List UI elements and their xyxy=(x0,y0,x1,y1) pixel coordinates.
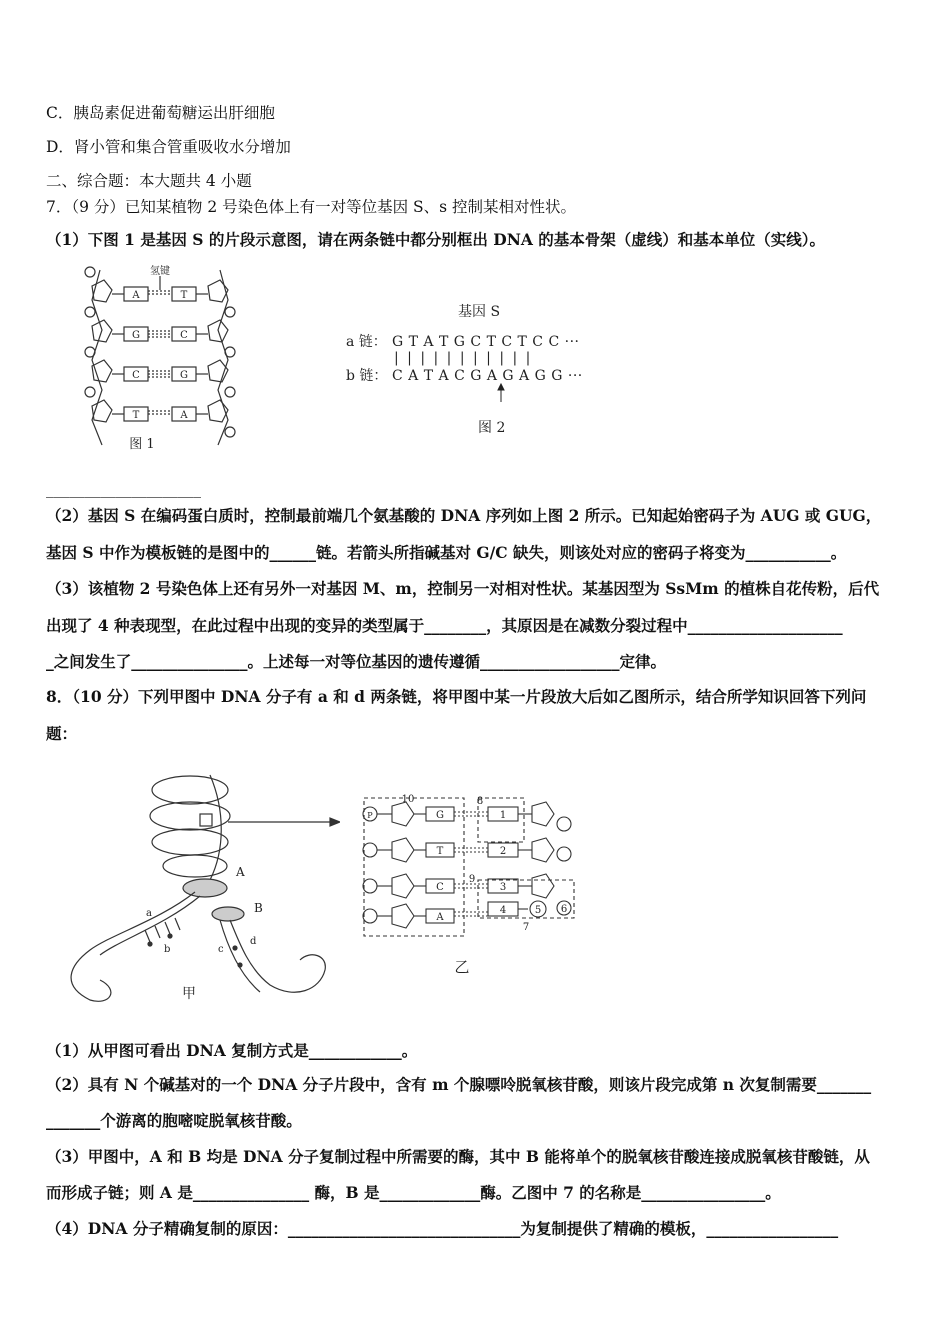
gene-s-title: 基因 S xyxy=(458,304,501,320)
base-a2: G xyxy=(132,330,140,341)
figure-jia xyxy=(50,770,340,1020)
chain-b-label: b xyxy=(164,944,171,955)
answer-line: ____________________ xyxy=(46,480,201,498)
a-chain-label: a 链： xyxy=(346,334,387,350)
question-8b: 题： xyxy=(46,724,78,743)
a-chain-sequence: G T A T G C T C T C C ··· xyxy=(392,334,580,350)
yi-base-2: T xyxy=(436,846,444,857)
left-sugars xyxy=(92,280,228,422)
question-7-part-2a: （2）基因 S 在编码蛋白质时，控制最前端几个氨基酸的 DNA 序列如上图 2 所示。已知起始密码子为 AUG 或 GUG， xyxy=(46,506,882,525)
figure-2 xyxy=(340,298,590,438)
base-b4: A xyxy=(180,410,188,421)
question-8a: 8．（10 分）下列甲图中 DNA 分子有 a 和 d 两条链，将甲图中某一片段放大后如乙图所示，结合所学知识回答下列问 xyxy=(46,687,867,706)
yi-num-4: 4 xyxy=(499,905,507,916)
question-7-part-3c: _之间发生了_______________。上述每一对等位基因的遗传遵循__________________定律。 xyxy=(46,652,667,671)
question-7-part-3a: （3）该植物 2 号染色体上还有另外一对基因 M、m，控制另一对相对性状。某基因型为 SsMm 的植株自花传粉，后代 xyxy=(46,579,880,598)
chain-a-label: a xyxy=(146,908,152,919)
base-b1: T xyxy=(180,290,188,301)
base-a1: A xyxy=(132,290,140,301)
section-heading: 二、综合题：本大题共 4 小题 xyxy=(46,172,252,190)
yi-num-3: 3 xyxy=(499,882,507,893)
yi-num-2: 2 xyxy=(499,846,507,857)
yi-num-1: 1 xyxy=(499,810,507,821)
hydrogen-bond-label: 氢键 xyxy=(150,266,170,277)
question-7-part-2b: 基因 S 中作为模板链的是图中的______链。若箭头所指碱基对 G/C 缺失，则该处对应的密码子将变为___________。 xyxy=(46,543,847,562)
enzyme-b-label: B xyxy=(254,901,263,915)
phosphate-label: P xyxy=(367,811,373,820)
b-chain-label: b 链： xyxy=(346,368,388,384)
yi-label-7: 7 xyxy=(522,922,530,933)
question-8-part-1: （1）从甲图可看出 DNA 复制方式是____________。 xyxy=(46,1041,418,1060)
figure-1-caption: 图 1 xyxy=(129,437,155,452)
option-c: C．胰岛素促进葡萄糖运出肝细胞 xyxy=(46,104,275,122)
enzyme-a-label: A xyxy=(236,865,245,879)
base-a3: C xyxy=(132,370,140,381)
b-chain-sequence: C A T A C G A G A G G ··· xyxy=(392,368,583,384)
yi-base-4: A xyxy=(436,912,444,923)
question-8-part-2a: （2）具有 N 个碱基对的一个 DNA 分子片段中，含有 m 个腺嘌呤脱氧核苷酸，则该片段完成第 n 次复制需要_______ xyxy=(46,1075,872,1094)
yi-label-5: 5 xyxy=(534,905,542,916)
base-b3: G xyxy=(180,370,188,381)
question-7-part-3b: 出现了 4 种表现型，在此过程中出现的变异的类型属于________，其原因是在减数分裂过程中____________________ xyxy=(46,616,843,635)
question-8-part-4: （4）DNA 分子精确复制的原因：______________________________为复制提供了精确的模板，_________________ xyxy=(46,1219,839,1238)
yi-label-10: 10 xyxy=(401,794,415,805)
yi-base-1: G xyxy=(436,810,444,821)
pair-bars: | | | | | | | | | | | xyxy=(394,350,533,366)
question-7: 7．（9 分）已知某植物 2 号染色体上有一对等位基因 S、s 控制某相对性状。 xyxy=(46,198,577,216)
yi-label-6: 6 xyxy=(560,904,568,915)
question-7-part-1: （1）下图 1 是基因 S 的片段示意图，请在两条链中都分别框出 DNA 的基本骨架（虚线）和基本单位（实线）。 xyxy=(46,230,826,249)
figure-yi-caption: 乙 xyxy=(454,958,470,976)
base-b2: C xyxy=(180,330,188,341)
yi-label-9: 9 xyxy=(468,874,476,885)
chain-d-label: d xyxy=(250,936,257,947)
arrow-icon xyxy=(498,384,504,402)
yi-label-8: 8 xyxy=(476,796,484,807)
question-8-part-3b: 而形成子链；则 A 是_______________ 酶，B 是_____________酶。乙图中 7 的名称是________________。 xyxy=(46,1183,781,1202)
option-d: D．肾小管和集合管重吸收水分增加 xyxy=(46,138,291,156)
figure-2-caption: 图 2 xyxy=(478,420,506,436)
question-8-part-2b: _______个游离的胞嘧啶脱氧核苷酸。 xyxy=(46,1111,302,1130)
base-a4: T xyxy=(132,410,140,421)
figure-jia-caption: 甲 xyxy=(182,986,196,1002)
figure-yi xyxy=(360,792,585,982)
question-8-part-3a: （3）甲图中，A 和 B 均是 DNA 分子复制过程中所需要的酶，其中 B 能将单个的脱氧核苷酸连接成脱氧核苷酸链，从 xyxy=(46,1147,870,1166)
figure-1 xyxy=(80,260,240,460)
chain-c-label: c xyxy=(218,944,224,955)
yi-base-3: C xyxy=(436,882,444,893)
